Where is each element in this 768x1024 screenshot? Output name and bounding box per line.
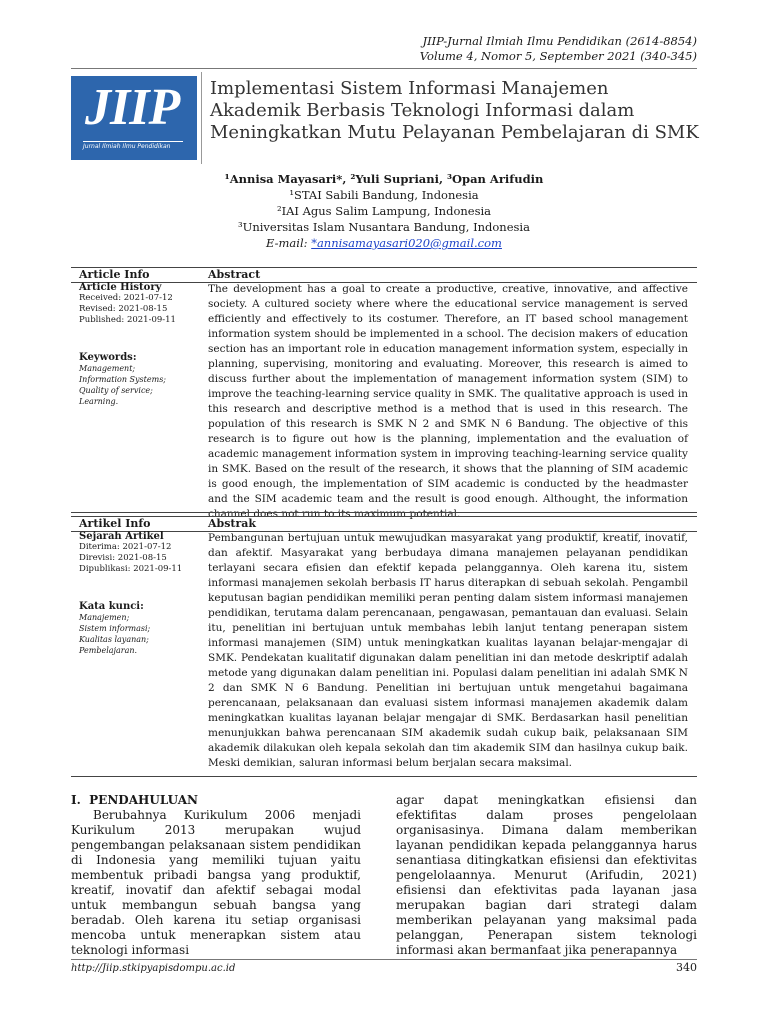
page-number: 340 [676, 961, 697, 974]
journal-volume: Volume 4, Nomor 5, September 2021 (340-345) [419, 49, 697, 63]
indonesian-box-header [71, 516, 697, 532]
keyword: Information Systems; [79, 375, 166, 384]
article-history-label: Article History [79, 282, 162, 293]
keyword: Quality of service; [79, 386, 153, 395]
journal-logo [71, 76, 197, 160]
body-paragraph-right: agar dapat meningkatkan efisiensi dan efektifitas dalam proses pengelolaan organisasinya. Dimana dalam memberikan layanan pendidikan kepada pelanggannya harus senantiasa ditingkatkan efisiensi dan efektivitas pengelolaannya. Menurut (Arifudin, 2021) efisiensi dan efektivitas pada layanan jasa merupakan bagian dari strategi dalam memberikan pelayanan yang maksimal pada pelanggan, Penerapan sistem teknologi informasi akan bermanfaat jika penerapannya [396, 793, 697, 957]
english-box-header [71, 267, 697, 283]
body-left-column [71, 793, 361, 958]
abstrak-label: Abstrak [208, 517, 257, 530]
body-paragraph-left: Berubahnya Kurikulum 2006 menjadi Kurikulum 2013 merupakan wujud pengembangan pelaksanaan sistem pendidikan di Indonesia yang memiliki tujuan yaitu membentuk pribadi bangsa yang produktif, kreatif, inovatif dan afektif sebagai modal untuk membangun sebuah bangsa yang beradab. Oleh karena itu setiap organisasi mencoba untuk menerapkan sistem atau teknologi informasi [71, 808, 361, 957]
kata-kunci-label: Kata kunci: [79, 601, 144, 612]
indonesian-box-bottom-rule [71, 776, 697, 777]
english-abstract-box [71, 267, 697, 520]
sejarah-artikel-label: Sejarah Artikel [79, 531, 164, 542]
logo-text: JIIP [85, 79, 180, 136]
artikel-info [79, 531, 199, 656]
author-block [0, 171, 768, 251]
footer-divider [71, 959, 697, 960]
section-title: PENDAHULUAN [89, 793, 198, 807]
section-heading [71, 793, 361, 808]
published-date: Published: 2021-09-11 [79, 315, 176, 325]
english-abstract-text: The development has a goal to create a productive, creative, innovative, and affective society. A cultured society where where the educational service management is served efficiently and effectively to its costumer. Therefore, an IT based school management information system should be implemented in a school. The decision makers of education section has an important role in education management information system, especially in planning, supervising, monitoring and evaluating. Moreover, this research is aimed to discuss further about the implementation of management information system (SIM) to improve the teaching-learning service quality in SMK. The qualitative approach is used in this research and descriptive method is a method that is used in this research. The population of this research is SMK N 2 and SMK N 6 Bandung. The objective of this research is to figure out how is the planning, implementation and the evaluation of academic management information system in improving teaching-learning service quality in SMK. Based on the result of the research, it shows that the planning of SIM academic is good enough, the implementation of SIM academic is conducted by the headmaster and the SIM academic team and the result is good enough. Althought, the information channel does not run to its maximum potential. [208, 283, 688, 520]
footer-url[interactable]: http://Jiip.stkipyapisdompu.ac.id [71, 963, 236, 974]
indonesian-abstract-text: Pembangunan bertujuan untuk mewujudkan masyarakat yang produktif, kreatif, inovatif, dan afektif. Masyarakat yang berbudaya dimana manajemen pelayanan pendidikan terlayani secara efisien dan efektif kepada pelanggannya. Oleh karena itu, sistem informasi manajemen sekolah berbasis IT harus diterapkan di sebuah sekolah. Pengambil keputusan bagian pendidikan memiliki peran penting dalam sistem informasi manajemen pendidikan, terutama dalam perencanaan, pengawasan, pemantauan dan evaluasi. Selain itu, penelitian ini bertujuan untuk membahas lebih lanjut tentang penerapan sistem informasi manajemen (SIM) untuk meningkatkan kualitas layanan belajar-mengajar di SMK. Pendekatan kualitatif digunakan dalam penelitian ini dan metode deskriptif adalah metode yang digunakan dalam penelitian ini. Populasi dalam penelitian ini adalah SMK N 2 dan SMK N 6 Bandung. Penelitian ini bertujuan untuk mengetahui bagaimana perencanaan, pelaksanaan dan evaluasi sistem informasi manajemen akademik dalam meningkatkan kualitas layanan belajar mengajar di SMK. Berdasarkan hasil penelitian menunjukkan bahwa perencanaan SIM akademik sudah cukup baik, pelaksanaan SIM akademik dilakukan oleh kepala sekolah dan tim akademik SIM dan hasilnya cukup baik. Meski demikian, saluran informasi belum berjalan secara maksimal. [208, 532, 688, 769]
received-date: Received: 2021-07-12 [79, 293, 173, 303]
title-divider [201, 72, 202, 164]
author-names: ¹Annisa Mayasari*, ²Yuli Supriani, ³Opan Arifudin [224, 172, 544, 186]
email-link[interactable]: *annisamayasari020@gmail.com [311, 236, 502, 250]
header-divider [71, 68, 697, 69]
affiliation-2: ²IAI Agus Salim Lampung, Indonesia [276, 204, 492, 218]
revised-date: Revised: 2021-08-15 [79, 304, 168, 314]
keyword: Management; [79, 364, 136, 373]
indonesian-abstract-box [71, 516, 697, 778]
paper-title: Implementasi Sistem Informasi Manajemen Akademik Berbasis Teknologi Informasi dalam Meningkatkan Mutu Pelayanan Pembelajaran di SMK [210, 78, 699, 143]
email-label: E-mail: [266, 236, 308, 250]
abstract-label: Abstract [208, 268, 261, 281]
dipublikasi-date: Dipublikasi: 2021-09-11 [79, 564, 183, 574]
section-number: I. [71, 793, 81, 807]
email-line [0, 235, 768, 251]
keyword: Kualitas layanan; [79, 635, 149, 644]
article-info [79, 282, 199, 407]
affiliation-3: ³Universitas Islam Nusantara Bandung, Indonesia [238, 220, 530, 234]
artikel-info-label: Artikel Info [79, 517, 151, 530]
direvisi-date: Direvisi: 2021-08-15 [79, 553, 167, 563]
keywords-label: Keywords: [79, 352, 137, 363]
diterima-date: Diterima: 2021-07-12 [79, 542, 172, 552]
keyword: Sistem informasi; [79, 624, 151, 633]
keyword: Pembelajaran. [79, 646, 138, 655]
keyword: Manajemen; [79, 613, 130, 622]
journal-header [420, 34, 697, 64]
article-info-label: Article Info [79, 268, 150, 281]
keyword: Learning. [79, 397, 119, 406]
english-box-bottom-rule [71, 512, 697, 513]
logo-subtitle: Jurnal Ilmiah Ilmu Pendidikan [83, 141, 183, 150]
affiliation-1: ¹STAI Sabili Bandung, Indonesia [289, 188, 479, 202]
journal-name: JIIP-Jurnal Ilmiah Ilmu Pendidikan (2614-8854) [422, 34, 697, 48]
body-right-column [396, 793, 697, 958]
